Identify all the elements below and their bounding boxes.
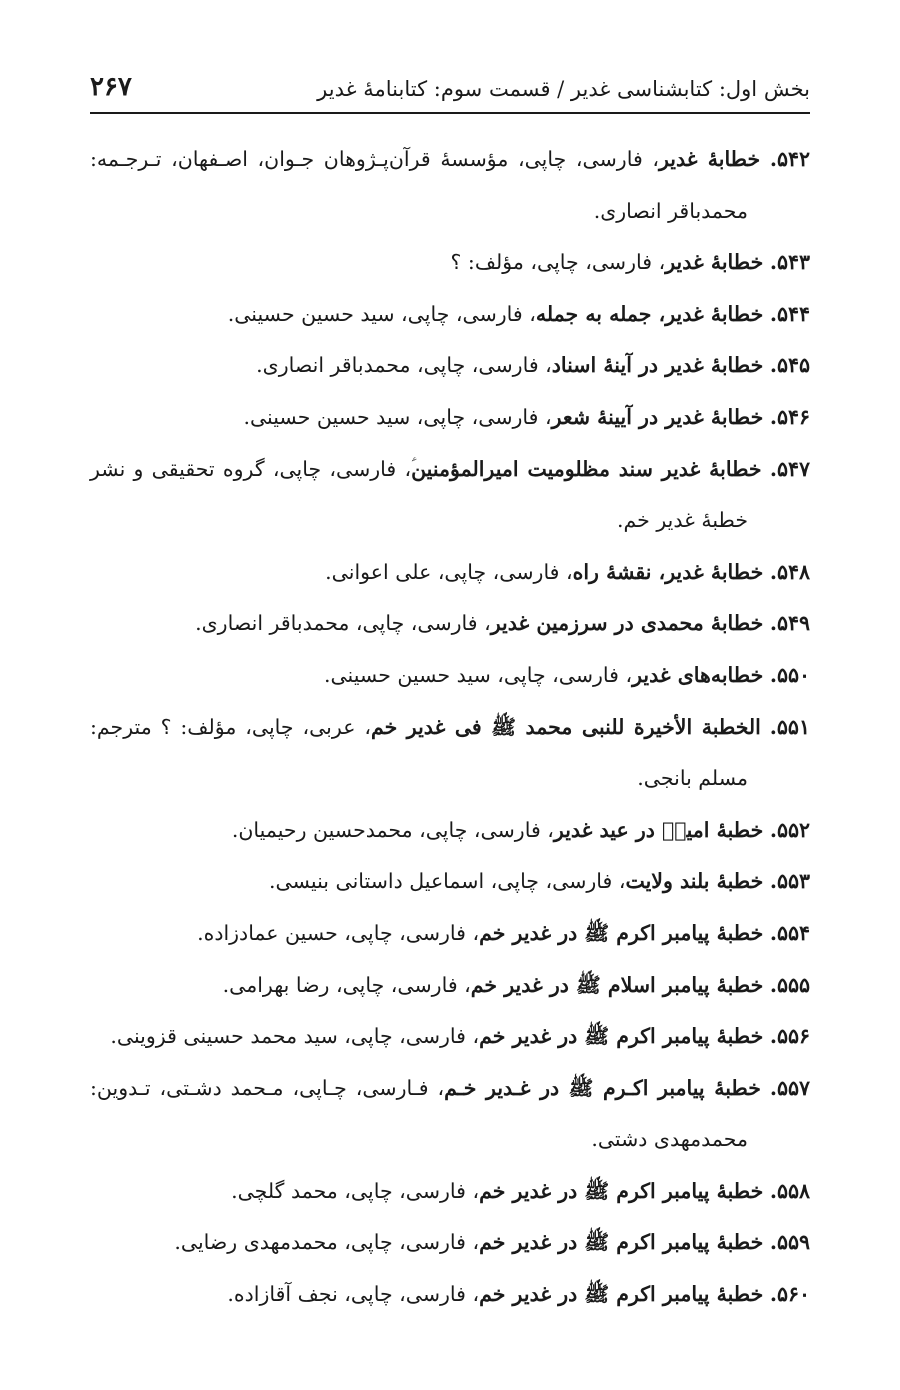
entry-title: خطابهٔ غدیر [665, 250, 764, 275]
entry-title: خطابهٔ غدیر در آیینهٔ شعر [551, 404, 764, 429]
entry-title: خطابه‌های غدیر [632, 662, 764, 687]
entry-details: ، فارسی، چاپی، سید حسین حسینی. [243, 404, 552, 429]
bibliography-entry [90, 547, 810, 599]
entry-number: ۵۵۳. [769, 869, 810, 894]
bibliography-entry [90, 960, 810, 1012]
entry-details: ، فارسی، چاپی، محمدمهدی رضایی. [174, 1230, 480, 1255]
entry-details: ، عربی، چاپی، مؤلف: ؟ مترجم: مسلم بانجی. [90, 714, 748, 791]
bibliography-entry [90, 650, 810, 702]
bibliography-entry [90, 340, 810, 392]
entry-number: ۵۵۹. [769, 1230, 810, 1255]
entry-number: ۵۵۵. [769, 972, 810, 997]
entry-title: خطبهٔ پیامبر اکرم ﷺ در غدیر خم [479, 1230, 764, 1255]
entry-details: ، فارسی، چاپی، رضا بهرامی. [222, 972, 471, 997]
entry-details: ؑ، فارسی، چاپی، گروه تحقیقی و نشر خطبهٔ غدیر خم. [90, 456, 748, 533]
bibliography-entry [90, 1166, 810, 1218]
bibliography-list [90, 134, 810, 1321]
entry-details: ، فارسی، چاپی، سید حسین حسینی. [227, 301, 536, 326]
entry-details: ، فارسی، چاپی، محمد گلچی. [231, 1178, 480, 1203]
entry-details: ، فارسی، چاپی، مؤلف: ؟ [450, 250, 666, 275]
entry-number: ۵۴۲. [769, 147, 810, 171]
entry-details: ، فارسی، چاپی، سید محمد حسینی قزوینی. [110, 1024, 480, 1049]
entry-number: ۵۵۲. [769, 817, 810, 842]
entry-title: خطابهٔ غدیر، جمله به جمله [535, 301, 764, 326]
bibliography-entry [90, 856, 810, 908]
page-number: ۲۶۷ [90, 72, 132, 102]
bibliography-entry [90, 134, 810, 237]
entry-title: خطابهٔ غدیر در آینهٔ اسناد [551, 353, 764, 378]
entry-number: ۵۶۰. [769, 1282, 810, 1307]
entry-number: ۵۵۴. [769, 920, 810, 945]
entry-title: خطابهٔ غدیر، نقشهٔ راه [572, 559, 764, 584]
entry-title: خطبهٔ پیامبر اکرم ﷺ در غدیر خم [479, 920, 764, 945]
entry-number: ۵۴۵. [769, 353, 810, 378]
bibliography-entry [90, 598, 810, 650]
entry-number: ۵۴۷. [769, 456, 810, 481]
entry-number: ۵۵۱. [769, 714, 810, 739]
entry-number: ۵۴۹. [769, 611, 810, 636]
bibliography-entry [90, 805, 810, 857]
bibliography-entry [90, 1217, 810, 1269]
entry-title: الخطبة الأخیرة للنبی محمد ﷺ فی غدیر خم [370, 714, 761, 739]
entry-title: خطبهٔ پیامبر اسلام ﷺ در غدیر خم [470, 972, 764, 997]
entry-details: ، فارسی، چاپی، محمدباقر انصاری. [195, 611, 491, 636]
bibliography-entry [90, 444, 810, 547]
entry-details: ، فارسی، چاپی، محمدباقر انصاری. [256, 353, 552, 378]
entry-title: خطابهٔ غدیر سند مظلومیت امیرالمؤمنین [411, 456, 762, 481]
bibliography-entry [90, 1269, 810, 1321]
entry-title: خطبهٔ بلند ولایت [625, 869, 764, 894]
entry-title: خطابهٔ محمدی در سرزمین غدیر [490, 611, 764, 636]
entry-title: خطبهٔ پیامبر اکرم ﷺ در غدیر خم [479, 1178, 764, 1203]
entry-details: ، فارسی، چاپی، مؤسسهٔ قرآن‌پـژوهان جـوان، اصـفهان، تـرجـمه: محمدباقر انصاری. [90, 147, 748, 223]
entry-details: ، فارسی، چاپی، نجف آقازاده. [227, 1282, 480, 1307]
entry-number: ۵۵۷. [769, 1075, 811, 1100]
entry-number: ۵۵۶. [769, 1024, 810, 1049]
entry-details: ، فارسی، چاپی، سید حسین حسینی. [323, 662, 633, 687]
entry-number: ۵۵۰. [769, 662, 810, 687]
entry-title: خطبهٔ پیامبر اکرم ﷺ در غدیر خم [479, 1024, 764, 1049]
entry-title: خطبهٔ پیامبر اکرم ﷺ در غدیر خم [479, 1282, 764, 1307]
entry-title: خطبهٔ پیامبر اکـرم ﷺ در غـدیر خـم [444, 1075, 761, 1100]
entry-details: ، فارسی، چاپی، حسین عمادزاده. [197, 920, 480, 945]
bibliography-entry [90, 1011, 810, 1063]
bibliography-entry [90, 908, 810, 960]
entry-details: ، فـارسی، چـاپی، مـحمد دشـتی، تـدوین: محمدمهدی دشتی. [90, 1075, 748, 1152]
entry-details: ، فارسی، چاپی، محمدحسین رحیمیان. [231, 817, 554, 842]
entry-title: خطبهٔ امیرؑ در عید غدیر [553, 817, 764, 842]
bibliography-entry [90, 702, 810, 805]
entry-details: ، فارسی، چاپی، علی اعوانی. [325, 559, 573, 584]
entry-details: ، فارسی، چاپی، اسماعیل داستانی بنیسی. [269, 869, 626, 894]
bibliography-entry [90, 289, 810, 341]
bibliography-entry [90, 392, 810, 444]
bibliography-entry [90, 237, 810, 289]
page-header [90, 64, 810, 114]
running-title: بخش اول: کتابشناسی غدیر / قسمت سوم: کتابنامهٔ غدیر [317, 77, 810, 101]
entry-number: ۵۵۸. [769, 1178, 810, 1203]
entry-number: ۵۴۳. [769, 250, 810, 275]
entry-number: ۵۴۴. [769, 301, 810, 326]
bibliography-entry [90, 1063, 810, 1166]
entry-number: ۵۴۸. [769, 559, 810, 584]
entry-number: ۵۴۶. [769, 404, 810, 429]
entry-title: خطابهٔ غدیر [659, 147, 761, 171]
